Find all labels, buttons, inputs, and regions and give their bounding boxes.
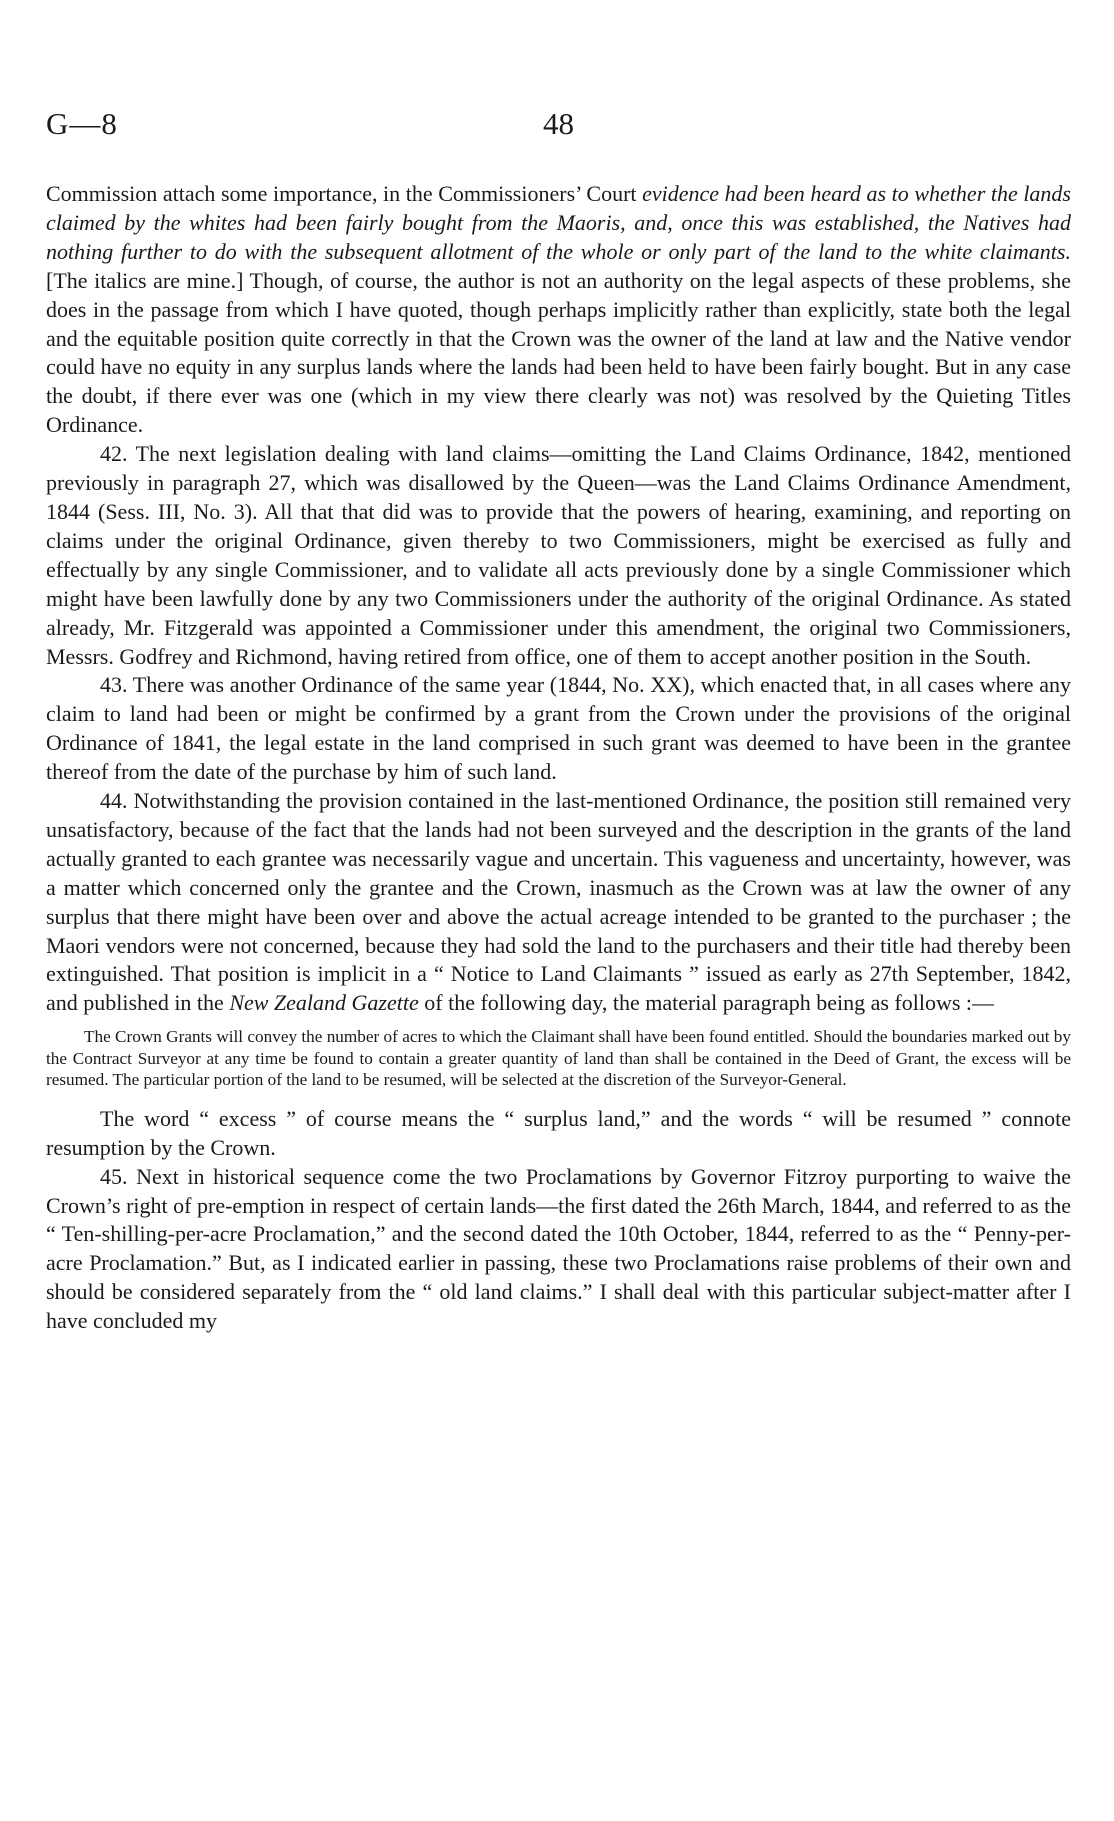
- page-number: 48: [543, 106, 574, 141]
- paragraph-44: [46, 787, 1071, 1018]
- paragraph-excess: The word “ excess ” of course means the “ surplus land,” and the words “ will be resumed ” connote resumption by the Crown.: [46, 1105, 1071, 1160]
- text-segment: Commission attach some importance, in the Commissioners’ Court: [46, 181, 643, 206]
- paragraph-45: 45. Next in historical sequence come the two Proclamations by Governor Fitzroy purporting to waive the Crown’s right of pre-emption in respect of certain lands—the first dated the 26th March, 1844, and referred to as the “ Ten-shilling-per-acre Proclamation,” and the second dated the 10th October, 1844, referred to as the “ Penny-per-acre Proclamation.” But, as I indicated earlier in passing, these two Proclamations raise problems of their own and should be considered separately from the “ old land claims.” I shall deal with this particular subject-matter after I have concluded my: [46, 1163, 1071, 1334]
- paragraph-43: [46, 671, 1071, 787]
- italic-segment: evidence had been heard as to whether the lands claimed by the whites had been fairly bought from the Maoris, and, once this was established, the Natives had nothing further to do with the subsequent allotment of the whole or only part of the land to the white claimants.: [46, 181, 1071, 264]
- text-segment: 42. The next legislation dealing with land claims—omitting the Land Claims Ordinance, 1842, mentioned previously in paragraph 27, which was disallowed by the Queen—was the Land Claims Ordinance Amendment, 1844 (Sess. III, No. 3). All that that did was to provide that the powers of hearing, examining, and reporting on claims under the original Ordinance, given thereby to two Commissioners, might be exercised as fully and effectually by any single Commissioner, and to validate all acts previously done by a single Commissioner which might have been lawfully done by any two Commissioners under the authority of the original Ordinance. As stated already, Mr. Fitzgerald was appointed a Commissioner under this amendment, the original two Commissioners, Messrs. Godfrey and Richmond, having retired from office, one of them to accept another position in the South.: [46, 441, 1071, 669]
- text-segment: 43. There was another Ordinance of the same year (1844, No. XX), which enacted that, in all cases where any claim to land had been or might be confirmed by a grant from the Crown under the provisions of the original Ordinance of 1841, the legal estate in the land comprised in such grant was deemed to have been in the grantee thereof from the date of the purchase by him of such land.: [46, 672, 1071, 785]
- body-text: [46, 180, 1071, 1336]
- block-quote: The Crown Grants will convey the number of acres to which the Claimant shall have been found entitled. Should the boundaries marked out by the Contract Surveyor at any time be found to contain a greater quantity of land than shall be contained in the Deed of Grant, the excess will be resumed. The particular portion of the land to be resumed, will be selected at the discretion of the Surveyor-General.: [46, 1027, 1071, 1090]
- document-reference: G—8: [46, 106, 118, 141]
- text-segment: 44. Notwithstanding the provision contained in the last-mentioned Ordinance, the position still remained very unsatisfactory, because of the fact that the lands had not been surveyed and the description in the grants of the land actually granted to each grantee was necessarily vague and uncertain. This vagueness and uncertainty, however, was a matter which concerned only the grantee and the Crown, inasmuch as the Crown was at law the owner of any surplus that there might have been over and above the actual acreage intended to be granted to the purchaser ; the Maori vendors were not concerned, because they had sold the land to the purchasers and their title had thereby been extinguished. That position is implicit in a “ Notice to Land Claimants ” issued as early as 27th September, 1842, and published in the: [46, 788, 1071, 1016]
- italic-segment: New Zealand Gazette: [229, 990, 419, 1016]
- page-header: [46, 0, 1071, 141]
- text-segment: of the following day, the material paragraph being as follows :—: [418, 990, 995, 1016]
- text-segment: [The italics are mine.] Though, of course, the author is not an authority on the legal aspects of these problems, she does in the passage from which I have quoted, though perhaps implicitly rather than explicitly, state both the legal and the equitable position quite correctly in that the Crown was the owner of the land at law and the Native vendor could have no equity in any surplus lands where the lands had been held to have been fairly bought. But in any case the doubt, if there ever was one (which in my view there clearly was not) was resolved by the Quieting Titles Ordinance.: [46, 267, 1071, 438]
- paragraph-42: [46, 440, 1071, 671]
- paragraph-continuation: [46, 180, 1071, 440]
